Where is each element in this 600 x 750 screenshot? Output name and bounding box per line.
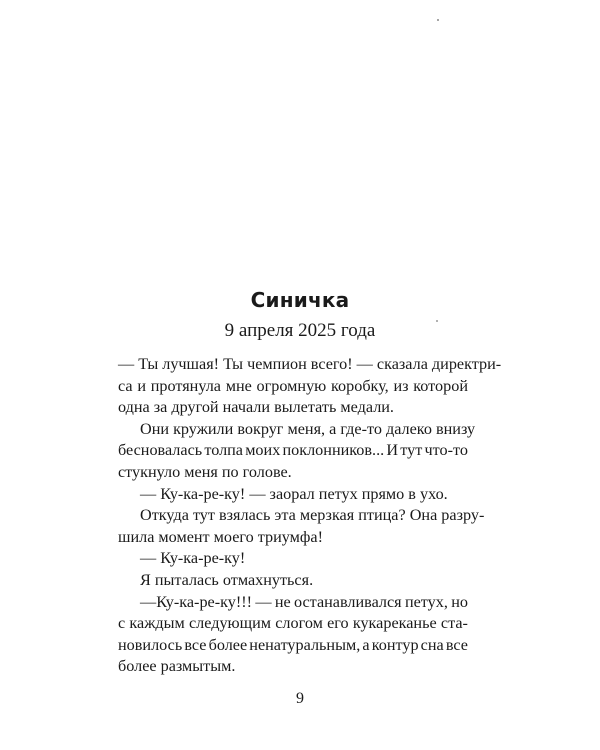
word: которой [413, 376, 468, 395]
chapter-title: Синичка [250, 288, 350, 312]
word: коробку, [331, 376, 389, 395]
word: из [393, 376, 409, 395]
word: более [208, 635, 248, 654]
text-line: — Ты лучшая! Ты чемпион всего! — сказала директри- [118, 355, 502, 373]
paragraph [118, 419, 476, 484]
text-line: Они кружили вокруг меня, а где-то далеко внизу [140, 419, 476, 438]
text-line [118, 613, 468, 635]
word: все [184, 635, 207, 654]
chapter-date: 9 апреля 2025 года [224, 320, 376, 341]
word: протянула [150, 376, 221, 395]
word: петух, [404, 592, 448, 611]
page-number: 9 [296, 690, 304, 707]
word: —Ку-ка-ре-ку!!! [140, 592, 253, 611]
text-line [118, 592, 468, 614]
text-line: стукнуло меня по голове. [118, 462, 292, 481]
word: тут [400, 441, 423, 460]
text-line: одна за другой начали вылетать медали. [118, 398, 394, 417]
text-line [118, 376, 468, 398]
paragraph [118, 484, 468, 506]
word: что-то [424, 441, 468, 460]
word: контур [371, 635, 419, 654]
word: ненатуральным, [249, 635, 361, 654]
text-line: шила момент моего триумфа! [118, 527, 323, 546]
word: все [445, 635, 468, 654]
word: его [327, 614, 349, 633]
word: ста- [440, 614, 468, 633]
word: мне [225, 376, 252, 395]
word: с [118, 614, 126, 633]
word: новилось [118, 635, 183, 654]
text-line: — Ку-ка-ре-ку! — заорал петух прямо в ухо. [140, 484, 448, 503]
paragraph [118, 505, 485, 548]
word: И [386, 441, 399, 460]
word: не [274, 592, 291, 611]
text-line [118, 635, 468, 657]
text-line [118, 440, 468, 462]
word: — [255, 592, 272, 611]
word: и [137, 376, 146, 395]
text-line: Откуда тут взялась эта мерзкая птица? Она разру- [140, 506, 485, 525]
print-mark [437, 19, 439, 21]
paragraph [118, 354, 502, 419]
paragraph [118, 570, 468, 592]
word: моих [245, 441, 281, 460]
word: толпа [204, 441, 243, 460]
word: а [362, 635, 370, 654]
word: бесновалась [118, 441, 203, 460]
word: следующим [188, 614, 272, 633]
word: сна [420, 635, 444, 654]
word: но [451, 592, 468, 611]
body-text [118, 354, 502, 678]
text-line: — Ку-ка-ре-ку! [140, 549, 246, 568]
word: каждым [129, 614, 185, 633]
word: кукареканье [352, 614, 437, 633]
paragraph [118, 592, 468, 678]
paragraph [118, 548, 468, 570]
text-line: Я пыталась отмахнуться. [140, 570, 314, 589]
word: са [118, 376, 133, 395]
word: огромную [256, 376, 327, 395]
text-line: более размытым. [118, 657, 236, 676]
word: поклонников... [282, 441, 385, 460]
word: слогом [275, 614, 323, 633]
word: останавливался [294, 592, 402, 611]
